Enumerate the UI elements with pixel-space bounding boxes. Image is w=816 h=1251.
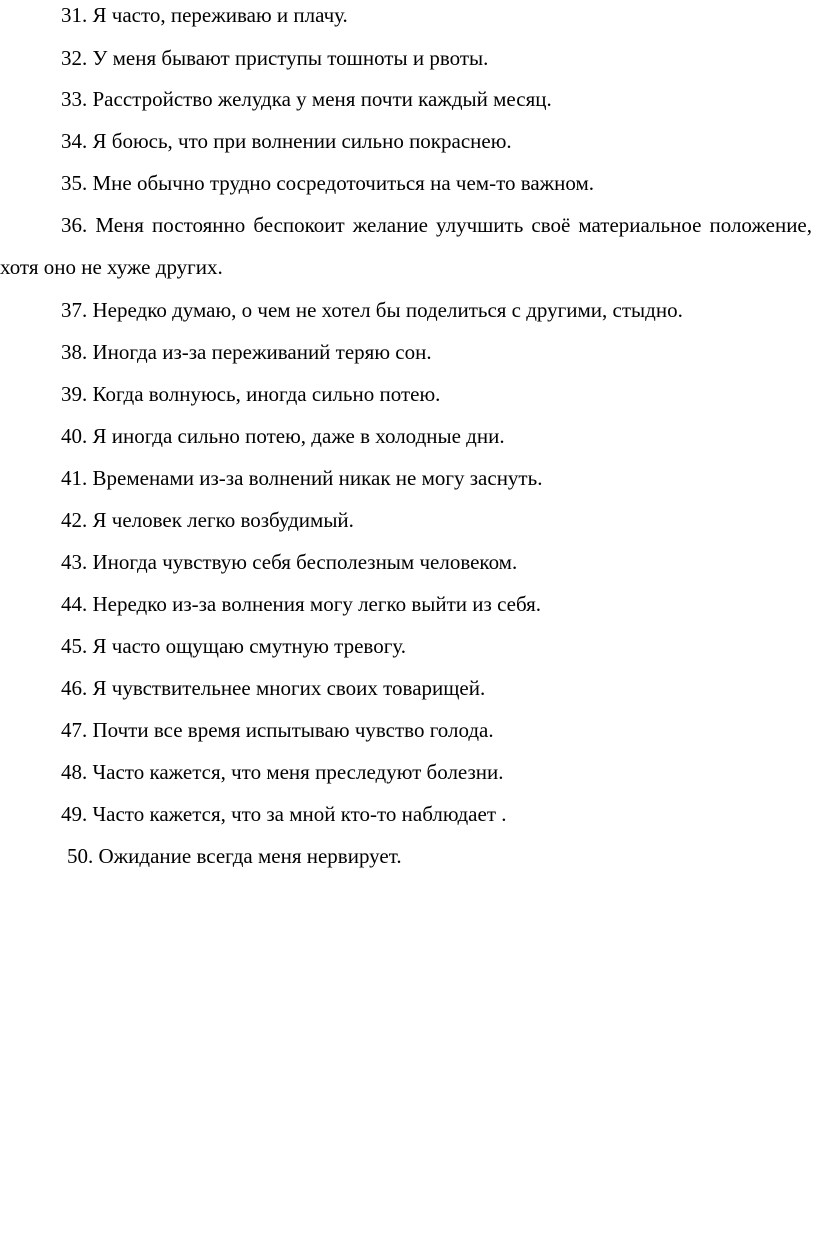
list-item bbox=[0, 86, 816, 113]
list-item bbox=[0, 170, 816, 197]
item-text: Временами из-за волнений никак не могу заснуть. bbox=[92, 466, 543, 490]
item-number: 34. bbox=[61, 129, 88, 153]
item-text: Часто кажется, что за мной кто-то наблюдает . bbox=[92, 802, 507, 826]
list-item bbox=[0, 801, 816, 828]
list-item bbox=[0, 759, 816, 786]
item-text: Я иногда сильно потею, даже в холодные дни. bbox=[92, 424, 505, 448]
item-number: 46. bbox=[61, 676, 88, 700]
item-number: 32. bbox=[61, 46, 88, 70]
item-text: Нередко думаю, о чем не хотел бы поделиться с другими, стыдно. bbox=[92, 298, 683, 322]
item-number: 42. bbox=[61, 508, 88, 532]
item-text: Расстройство желудка у меня почти каждый месяц. bbox=[92, 87, 552, 111]
list-item bbox=[0, 591, 816, 618]
item-text: Ожидание всегда меня нервирует. bbox=[98, 844, 402, 868]
list-item bbox=[0, 339, 816, 366]
item-number: 43. bbox=[61, 550, 88, 574]
item-number: 45. bbox=[61, 634, 88, 658]
item-number: 33. bbox=[61, 87, 88, 111]
item-text: Нередко из-за волнения могу легко выйти из себя. bbox=[92, 592, 542, 616]
item-text: Часто кажется, что меня преследуют болезни. bbox=[92, 760, 504, 784]
item-number: 36. bbox=[61, 213, 88, 237]
list-item bbox=[0, 297, 816, 324]
item-number: 37. bbox=[61, 298, 88, 322]
item-number: 44. bbox=[61, 592, 88, 616]
item-text: Меня постоянно беспокоит желание улучшить своё материальное положение, хотя оно не хуже других. bbox=[0, 213, 812, 279]
list-item bbox=[0, 2, 816, 29]
item-text: Почти все время испытываю чувство голода. bbox=[92, 718, 494, 742]
item-number: 41. bbox=[61, 466, 88, 490]
item-number: 50. bbox=[67, 844, 94, 868]
list-item bbox=[0, 45, 816, 72]
item-number: 35. bbox=[61, 171, 88, 195]
item-text: Я чувствительнее многих своих товарищей. bbox=[92, 676, 486, 700]
list-item bbox=[0, 128, 816, 155]
item-text: Мне обычно трудно сосредоточиться на чем-то важном. bbox=[92, 171, 595, 195]
item-text: Я человек легко возбудимый. bbox=[92, 508, 354, 532]
item-text: У меня бывают приступы тошноты и рвоты. bbox=[92, 46, 489, 70]
item-text: Я часто, переживаю и плачу. bbox=[92, 3, 348, 27]
item-number: 49. bbox=[61, 802, 88, 826]
list-item bbox=[0, 675, 816, 702]
list-item bbox=[0, 423, 816, 450]
list-item bbox=[0, 204, 812, 288]
item-number: 48. bbox=[61, 760, 88, 784]
list-item bbox=[0, 843, 816, 870]
item-number: 31. bbox=[61, 3, 88, 27]
list-item bbox=[0, 633, 816, 660]
item-text: Иногда чувствую себя бесполезным человеком. bbox=[92, 550, 518, 574]
item-text: Я часто ощущаю смутную тревогу. bbox=[92, 634, 406, 658]
item-number: 39. bbox=[61, 382, 88, 406]
item-number: 38. bbox=[61, 340, 88, 364]
list-item bbox=[0, 717, 816, 744]
item-number: 40. bbox=[61, 424, 88, 448]
item-text: Иногда из-за переживаний теряю сон. bbox=[92, 340, 432, 364]
item-text: Когда волнуюсь, иногда сильно потею. bbox=[92, 382, 441, 406]
item-text: Я боюсь, что при волнении сильно покраснею. bbox=[92, 129, 512, 153]
list-item bbox=[0, 549, 816, 576]
list-item bbox=[0, 465, 816, 492]
list-item bbox=[0, 507, 816, 534]
list-item bbox=[0, 381, 816, 408]
item-number: 47. bbox=[61, 718, 88, 742]
